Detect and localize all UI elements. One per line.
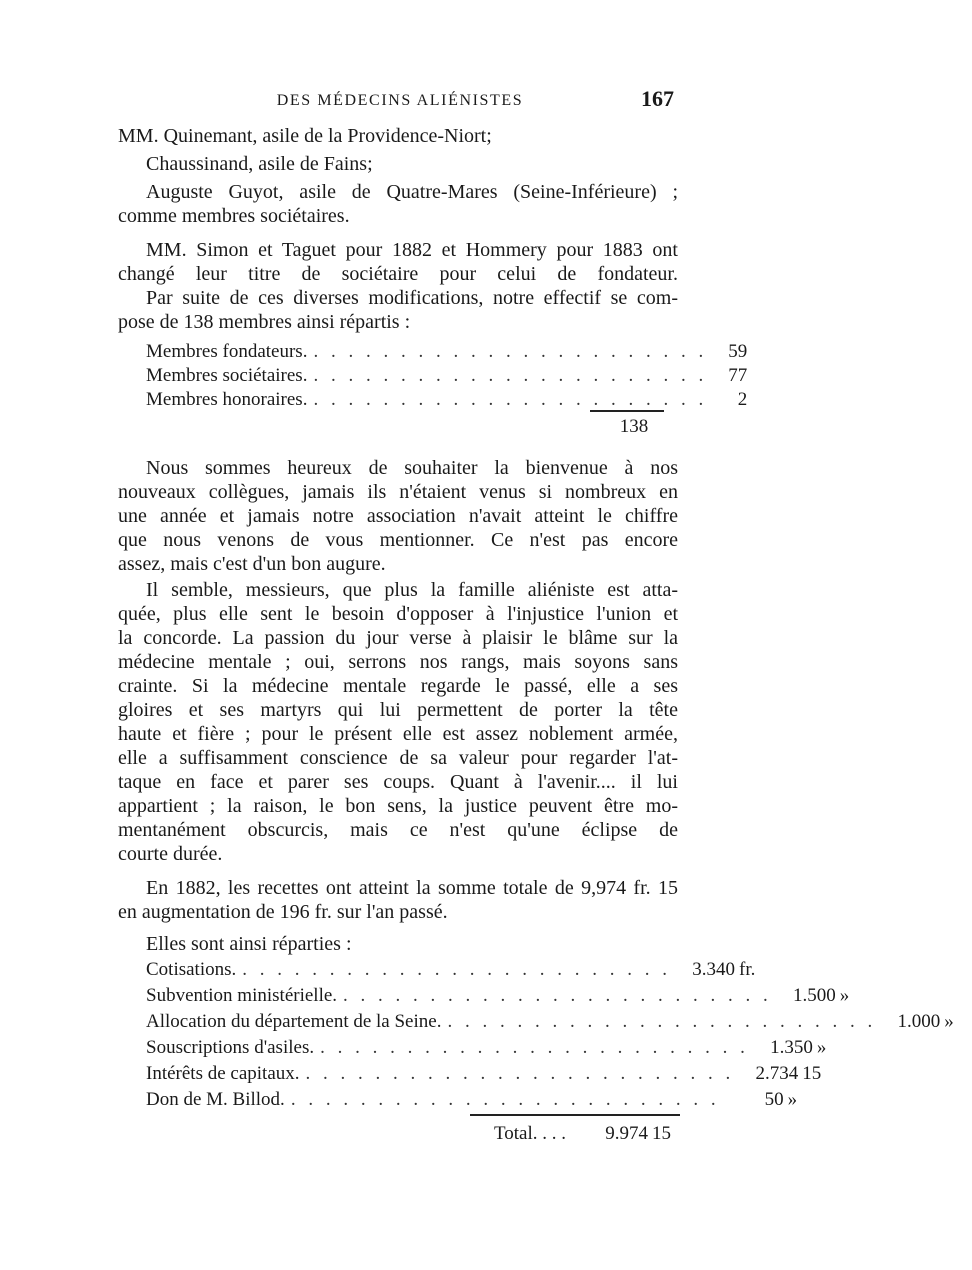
paragraph-line: quée, plus elle sent le besoin d'opposer à l'injustice l'union et <box>118 603 678 625</box>
leader-dots: . . . . . . . . . . . . . . . . . . . . . . . <box>313 365 708 386</box>
receipt-amount-cell <box>772 984 868 1008</box>
intro-line: comme membres sociétaires. <box>118 205 350 227</box>
paragraph-line: elle a suffisamment conscience de sa valeur pour regarder l'at- <box>118 747 678 769</box>
receipt-row <box>146 1088 798 1112</box>
receipt-amount-cell <box>749 1036 845 1060</box>
leader-dots: . . . . . . . . . . . . . . . . . . . . . . . <box>313 389 708 410</box>
leader-dots: . . . . . . . . . . . . . . . . . . . . . . . <box>313 341 708 362</box>
receipt-total-row <box>146 1122 680 1146</box>
paragraph-line: que nous venons de vous mentionner. Ce n'est pas encore <box>118 529 678 551</box>
receipt-label: Cotisations. <box>146 959 237 980</box>
leader-dots: . . . . . . . . . . . . . . . . . . . . . . . . . <box>290 1089 720 1110</box>
paragraph-line: haute et fière ; pour le présent elle est assez noblement armée, <box>118 723 678 745</box>
receipt-amount: 3.340 <box>692 959 736 980</box>
receipt-row <box>146 1010 954 1034</box>
receipt-unit: » <box>944 1011 954 1032</box>
intro-line: pose de 138 membres ainsi répartis : <box>118 311 411 333</box>
intro-line: Auguste Guyot, asile de Quatre-Mares (Seine-Inférieure) ; <box>146 181 678 203</box>
member-row-honoraires <box>146 388 748 412</box>
receipt-total-label: Total. . . . <box>493 1123 566 1144</box>
receipts-intro: Elles sont ainsi réparties : <box>146 933 352 955</box>
receipt-label: Subvention ministérielle. <box>146 985 338 1006</box>
member-label: Membres fondateurs. <box>146 341 308 362</box>
receipt-label: Don de M. Billod. <box>146 1089 285 1110</box>
paragraph-line: nouveaux collègues, jamais ils n'étaient venus si nombreux en <box>118 481 678 503</box>
paragraph-line: mentanément obscurcis, mais ce n'est qu'une éclipse de <box>118 819 678 841</box>
leader-dots: . . . . . . . . . . . . . . . . . . . . . . . . . <box>447 1011 877 1032</box>
intro-line: Chaussinand, asile de Fains; <box>146 153 373 175</box>
paragraph-line: médecine mentale ; oui, serrons nos rangs, mais soyons sans <box>118 651 678 673</box>
paragraph-line: une année et jamais notre association n'avait atteint le chiffre <box>118 505 678 527</box>
paragraph-line: assez, mais c'est d'un bon augure. <box>118 553 386 575</box>
receipt-label: Intérêts de capitaux. <box>146 1063 300 1084</box>
receipt-unit: 15 <box>802 1063 822 1084</box>
member-count: 77 <box>728 365 748 386</box>
receipt-amount: 1.000 <box>897 1011 941 1032</box>
member-row-societaires <box>146 364 748 388</box>
sum-rule <box>470 1114 680 1116</box>
receipt-row <box>146 1036 827 1060</box>
paragraph-line: En 1882, les recettes ont atteint la somme totale de 9,974 fr. 15 <box>146 877 678 899</box>
member-row-fondateurs <box>146 340 748 364</box>
paragraph-line: en augmentation de 196 fr. sur l'an passé. <box>118 901 448 923</box>
receipt-label: Souscriptions d'asiles. <box>146 1037 315 1058</box>
members-total: 138 <box>619 416 649 437</box>
paragraph-line: crainte. Si la médecine mentale regarde le passé, elle a ses <box>118 675 678 697</box>
paragraph-line: courte durée. <box>118 843 223 865</box>
receipt-amount: 1.350 <box>770 1037 813 1058</box>
receipt-amount: 50 <box>764 1089 784 1110</box>
running-header: DES MÉDECINS ALIÉNISTES <box>276 92 524 109</box>
receipt-amount-cell <box>584 1122 680 1146</box>
member-count: 2 <box>737 389 748 410</box>
member-label: Membres sociétaires. <box>146 365 308 386</box>
intro-line: MM. Simon et Taguet pour 1882 et Hommery pour 1883 ont <box>146 239 678 261</box>
receipt-unit: » <box>839 985 850 1006</box>
intro-line: Par suite de ces diverses modifications, notre effectif se com- <box>146 287 678 309</box>
receipt-amount-cell <box>876 1010 972 1034</box>
paragraph-line: taque en face et parer ses coups. Quant à l'avenir.... il lui <box>118 771 678 793</box>
member-count: 59 <box>728 341 748 362</box>
receipt-amount: 2.734 <box>755 1063 799 1084</box>
receipt-amount-cell <box>734 1062 830 1086</box>
receipt-amount-cell <box>671 958 767 982</box>
paragraph-line: appartient ; la raison, le bon sens, la justice peuvent être mo- <box>118 795 678 817</box>
page-number: 167 <box>641 86 674 111</box>
intro-line: MM. Quinemant, asile de la Providence-Niort; <box>118 125 492 147</box>
paragraph-line: Nous sommes heureux de souhaiter la bienvenue à nos <box>146 457 678 479</box>
receipt-label: Allocation du département de la Seine. <box>146 1011 442 1032</box>
receipt-total-amount: 9.974 <box>605 1123 648 1144</box>
leader-dots: . . . . . . . . . . . . . . . . . . . . . . . . . <box>343 985 772 1006</box>
receipt-row <box>146 1062 822 1086</box>
receipt-row <box>146 984 850 1008</box>
member-label: Membres honoraires. <box>146 389 308 410</box>
paragraph-line: Il semble, messieurs, que plus la famille aliéniste est atta- <box>146 579 678 601</box>
leader-dots: . . . . . . . . . . . . . . . . . . . . . . . . . <box>320 1037 749 1058</box>
sum-rule <box>590 410 664 412</box>
leader-dots: . . . . . . . . . . . . . . . . . . . . . . . . . <box>242 959 672 980</box>
paragraph-line: gloires et ses martyrs qui lui permettent de porter la tête <box>118 699 678 721</box>
receipt-row <box>146 958 756 982</box>
intro-line: changé leur titre de sociétaire pour celui de fondateur. <box>118 263 678 285</box>
receipt-unit: » <box>787 1089 798 1110</box>
paragraph-line: la concorde. La passion du jour verse à plaisir le blâme sur la <box>118 627 678 649</box>
receipt-amount-cell <box>720 1088 816 1112</box>
leader-dots: . . . . . . . . . . . . . . . . . . . . . . . . . <box>305 1063 735 1084</box>
receipt-unit: » <box>816 1037 827 1058</box>
receipt-total-unit: 15 <box>652 1123 671 1144</box>
receipt-amount: 1.500 <box>793 985 836 1006</box>
receipt-unit: fr. <box>739 959 756 980</box>
